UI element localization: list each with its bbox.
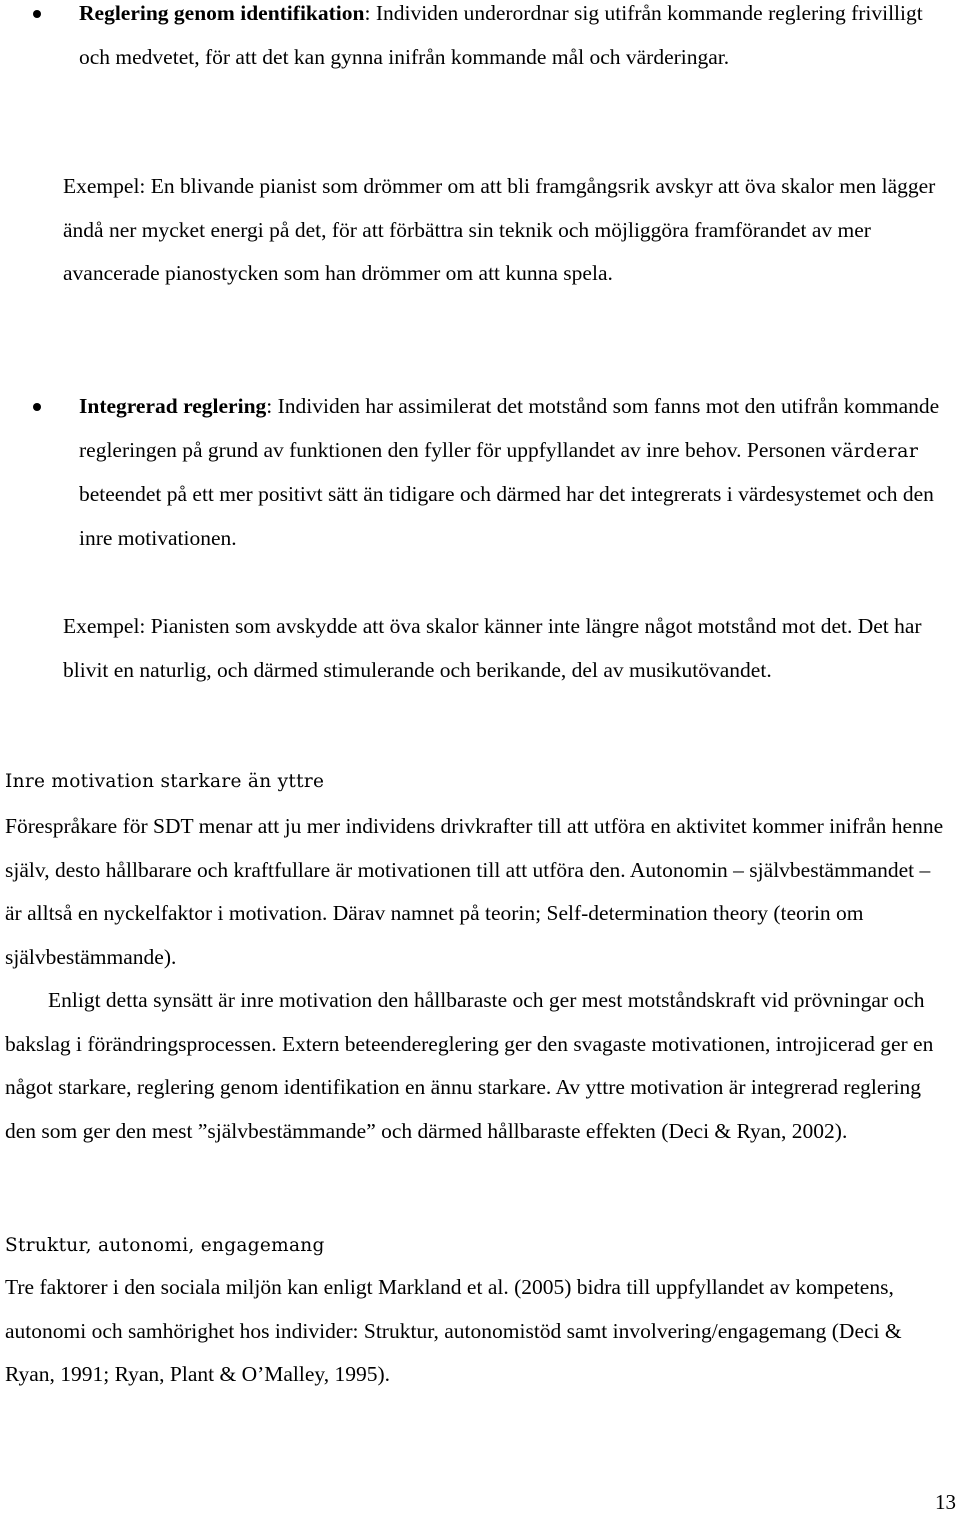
paragraph-synsatt: Enligt detta synsätt är inre motivation den hållbaraste och ger mest motståndskraft vid prövningar och bakslag i förändringsprocessen. Extern beteendereglering ger den svagaste motivationen, introjicerad ger en något starkare, reglering genom identifikation en ännu starkare. Av yttre motivation är integrerad reglering den som ger den mest ”självbestämmande” och därmed hållbaraste effekten (Deci & Ryan, 2002). xyxy=(5,988,934,1143)
example-integrated: Exempel: Pianisten som avskydde att öva skalor känner inte längre något motstånd mot det. Det har blivit en naturlig, och därmed stimulerande och berikande, del av musikutövandet. xyxy=(63,614,922,682)
bullet-integrated xyxy=(79,385,949,560)
section-heading-structure: Struktur, autonomi, engagemang xyxy=(5,1235,325,1256)
bullet-integrated-text-2: beteendet på ett mer positivt sätt än tidigare och därmed har det integrerats i värdesystemet och den inre motivationen. xyxy=(79,482,934,550)
spaced-word: värderar xyxy=(831,439,919,462)
page-number: 13 xyxy=(935,1490,956,1514)
bullet-identification xyxy=(79,0,949,79)
term-integrated: Integrerad reglering xyxy=(79,394,267,418)
paragraph-factors: Tre faktorer i den sociala miljön kan enligt Markland et al. (2005) bidra till uppfyllandet av kompetens, autonomi och samhörighet hos individer: Struktur, autonomistöd samt involvering/engagemang (Deci & Ryan, 1991; Ryan, Plant & O’Malley, 1995). xyxy=(5,1275,902,1387)
bullet-integrated-text-1: : Individen har assimilerat det motstånd som fanns mot den utifrån kommande regleringen på grund av funktionen den fyller för uppfyllandet av inre behov. Personen xyxy=(79,394,940,462)
term-identification: Reglering genom identifikation xyxy=(79,1,365,25)
example-identification: Exempel: En blivande pianist som drömmer om att bli framgångsrik avskyr att öva skalor men lägger ändå ner mycket energi på det, för att förbättra sin teknik och möjliggöra framförandet av mer avancerade pianostycken som han drömmer om att kunna spela. xyxy=(63,174,936,286)
paragraph-sdt: Förespråkare för SDT menar att ju mer individens drivkrafter till att utföra en aktivitet kommer inifrån henne själv, desto hållbarare och kraftfullare är motivationen till att utföra den. Autonomin – självbestämmandet – är alltså en nyckelfaktor i motivation. Därav namnet på teorin; Self-determination theory (teorin om självbestämmande). xyxy=(5,814,944,969)
section-heading-inner-motivation: Inre motivation starkare än yttre xyxy=(5,771,325,792)
bullet-icon xyxy=(33,403,41,411)
bullet-identification-text: : Individen underordnar sig utifrån kommande reglering frivilligt och medvetet, för att det kan gynna inifrån kommande mål och värderingar. xyxy=(79,1,923,69)
bullet-icon xyxy=(33,10,41,18)
